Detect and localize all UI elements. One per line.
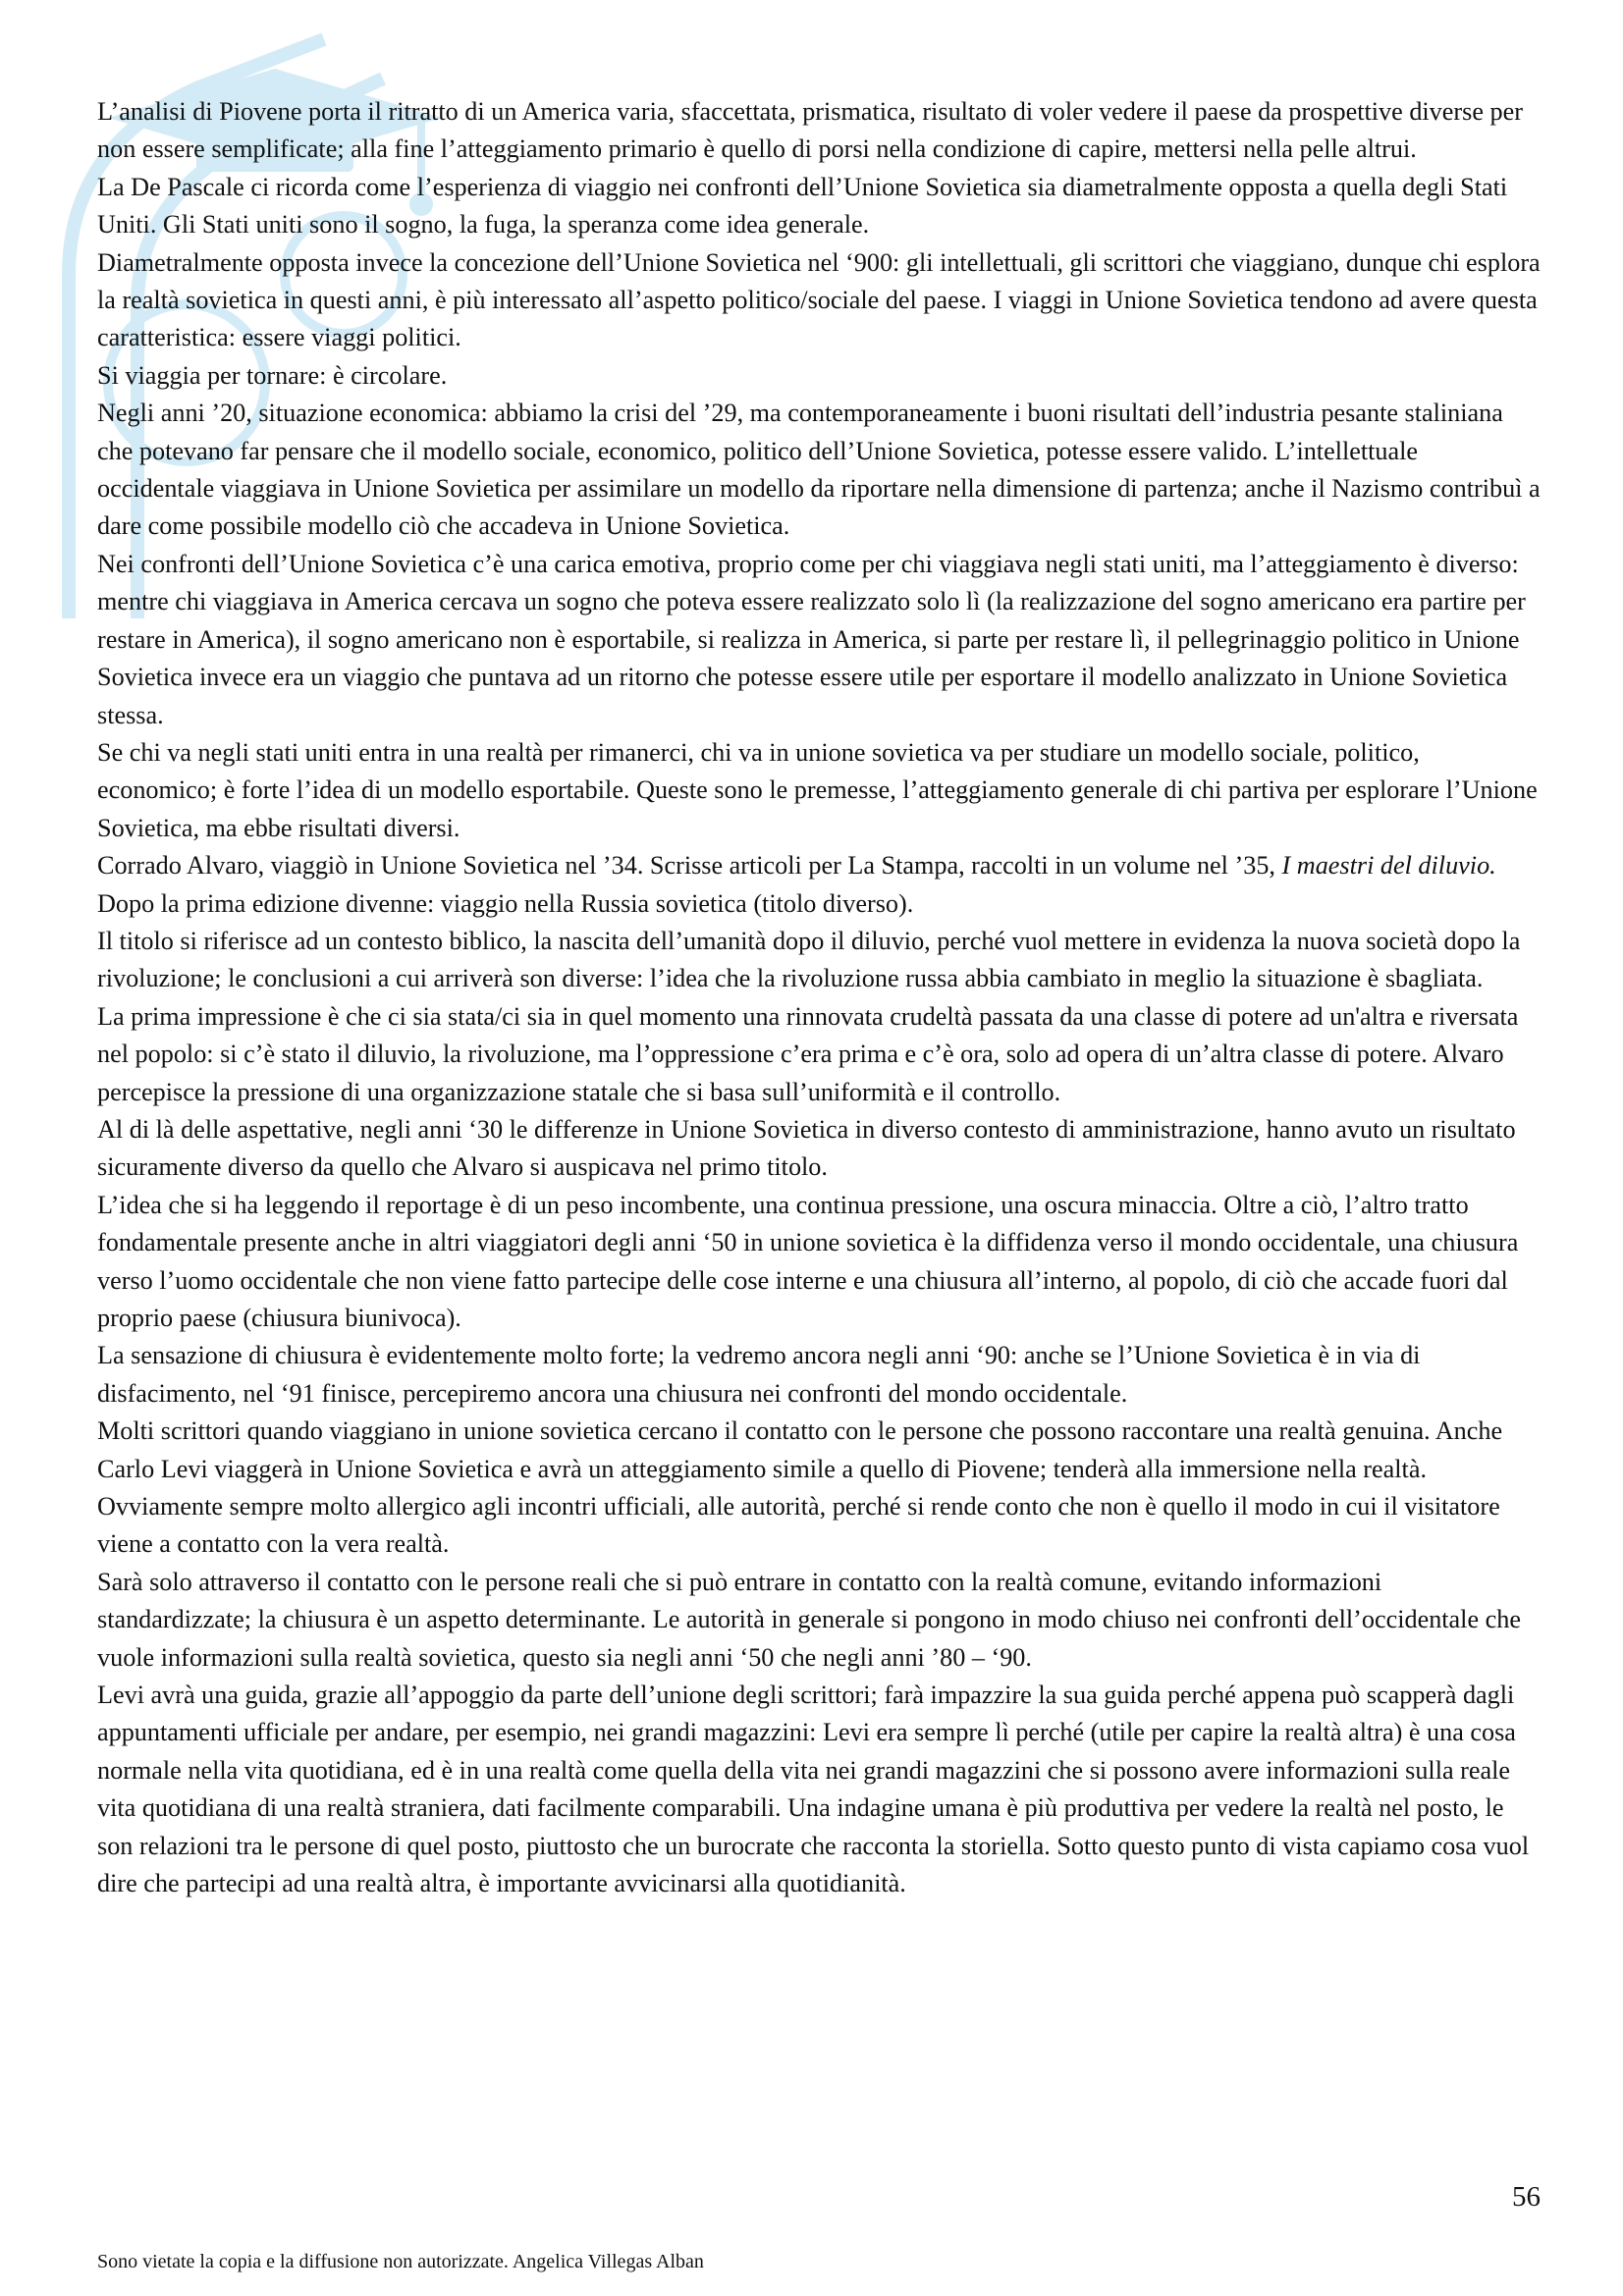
paragraph-text: Corrado Alvaro, viaggiò in Unione Sovietica nel ’34. Scrisse articoli per La Stampa, raccolti in un volume nel ’35,	[97, 851, 1282, 881]
paragraph: Il titolo si riferisce ad un contesto biblico, la nascita dell’umanità dopo il diluvio, perché vuol mettere in evidenza la nuova società dopo la rivoluzione; le conclusioni a cui arriverà son diverse: l’idea che la rivoluzione russa abbia cambiato in meglio la situazione è sbagliata.	[97, 926, 1521, 993]
paragraph: Molti scrittori quando viaggiano in unione sovietica cercano il contatto con le persone che possono raccontare una realtà genuina. Anche Carlo Levi viaggerà in Unione Sovietica e avrà un atteggiamento simile a quello di Piovene; tenderà alla immersione nella realtà. Ovviamente sempre molto allergico agli incontri ufficiali, alle autorità, perché si rende conto che non è quello il modo in cui il visitatore viene a contatto con la vera realtà.	[97, 1416, 1503, 1559]
paragraph: Nei confronti dell’Unione Sovietica c’è una carica emotiva, proprio come per chi viaggiava negli stati uniti, ma l’atteggiamento è diverso: mentre chi viaggiava in America cercava un sogno che poteva essere realizzato solo lì (la realizzazione del sogno americano era partire per restare in America), il sogno americano non è esportabile, si realizza in America, si parte per restare lì, il pellegrinaggio politico in Unione Sovietica invece era un viaggio che puntava ad un ritorno che potesse essere utile per esportare il modello analizzato in Unione Sovietica stessa.	[97, 549, 1526, 729]
footer-copyright-note: Sono vietate la copia e la diffusione non autorizzate. Angelica Villegas Alban	[97, 2251, 704, 2272]
paragraph: L’idea che si ha leggendo il reportage è di un peso incombente, una continua pressione, una oscura minaccia. Oltre a ciò, l’altro tratto fondamentale presente anche in altri viaggiatori degli anni ‘50 in unione sovietica è la diffidenza verso il mondo occidentale, una chiusura verso l’uomo occidentale che non viene fatto partecipe delle cose interne e una chiusura all’interno, al popolo, di ciò che accade fuori dal proprio paese (chiusura biunivoca).	[97, 1190, 1519, 1332]
paragraph: Diametralmente opposta invece la concezione dell’Unione Sovietica nel ‘900: gli intellettuali, gli scrittori che viaggiano, dunque chi esplora la realtà sovietica in questi anni, è più interessato all’aspetto politico/sociale del paese. I viaggi in Unione Sovietica tendono ad avere questa caratteristica: essere viaggi politici.	[97, 247, 1541, 352]
paragraph: La sensazione di chiusura è evidentemente molto forte; la vedremo ancora negli anni ‘90: anche se l’Unione Sovietica è in via di disfacimento, nel ‘91 finisce, percepiremo ancora una chiusura nei confronti del mondo occidentale.	[97, 1341, 1421, 1408]
paragraph-with-book-title	[97, 847, 1541, 923]
paragraph: L’analisi di Piovene porta il ritratto di un America varia, sfaccettata, prismatica, risultato di voler vedere il paese da prospettive diverse per non essere semplificate; alla fine l’atteggiamento primario è quello di porsi nella condizione di capire, mettersi nella pelle altrui.	[97, 97, 1523, 164]
paragraph: Si viaggia per tornare: è circolare.	[97, 360, 448, 390]
book-title: I maestri del diluvio.	[1281, 851, 1496, 881]
paragraph: La De Pascale ci ricorda come l’esperienza di viaggio nei confronti dell’Unione Sovietica sia diametralmente opposta a quella degli Stati Uniti. Gli Stati uniti sono il sogno, la fuga, la speranza come idea generale.	[97, 172, 1508, 240]
paragraph: Levi avrà una guida, grazie all’appoggio da parte dell’unione degli scrittori; farà impazzire la sua guida perché appena può scapperà dagli appuntamenti ufficiale per andare, per esempio, nei grandi magazzini: Levi era sempre lì perché (utile per capire la realtà altra) è una cosa normale nella vita quotidiana, ed è in una realtà come quella della vita nei grandi magazzini che si possono avere informazioni sulla reale vita quotidiana di una realtà straniera, dati facilmente comparabili. Una indagine umana è più produttiva per vedere la realtà nel posto, le son relazioni tra le persone di quel posto, piuttosto che un burocrate che racconta la storiella. Sotto questo punto di vista capiamo cosa vuol dire che partecipi ad una realtà altra, è importante avvicinarsi alla quotidianità.	[97, 1681, 1530, 1898]
paragraph: Se chi va negli stati uniti entra in una realtà per rimanerci, chi va in unione sovietica va per studiare un modello sociale, politico, economico; è forte l’idea di un modello esportabile. Queste sono le premesse, l’atteggiamento generale di chi partiva per esplorare l’Unione Sovietica, ma ebbe risultati diversi.	[97, 737, 1538, 842]
paragraph: Sarà solo attraverso il contatto con le persone reali che si può entrare in contatto con la realtà comune, evitando informazioni standardizzate; la chiusura è un aspetto determinante. Le autorità in generale si pongono in modo chiuso nei confronti dell’occidentale che vuole informazioni sulla realtà sovietica, questo sia negli anni ‘50 che negli anni ’80 – ‘90.	[97, 1567, 1521, 1672]
paragraph: La prima impressione è che ci sia stata/ci sia in quel momento una rinnovata crudeltà passata da una classe di potere ad un'altra e riversata nel popolo: si c’è stato il diluvio, la rivoluzione, ma l’oppressione c’era prima e c’è ora, solo ad opera di un’altra classe di potere. Alvaro percepisce la pressione di una organizzazione statale che si basa sull’uniformità e il controllo.	[97, 1001, 1519, 1106]
paragraph: Al di là delle aspettative, negli anni ‘30 le differenze in Unione Sovietica in diverso contesto di amministrazione, hanno avuto un risultato sicuramente diverso da quello che Alvaro si auspicava nel primo titolo.	[97, 1114, 1516, 1182]
document-body	[97, 93, 1541, 1903]
page-number: 56	[1512, 2181, 1541, 2213]
paragraph: Negli anni ’20, situazione economica: abbiamo la crisi del ’29, ma contemporaneamente i buoni risultati dell’industria pesante staliniana che potevano far pensare che il modello sociale, economico, politico dell’Unione Sovietica, potesse essere valido. L’intellettuale occidentale viaggiava in Unione Sovietica per assimilare un modello da riportare nella dimensione di partenza; anche il Nazismo contribuì a dare come possibile modello ciò che accadeva in Unione Sovietica.	[97, 399, 1541, 541]
paragraph-text: Dopo la prima edizione divenne: viaggio nella Russia sovietica (titolo diverso).	[97, 888, 914, 918]
